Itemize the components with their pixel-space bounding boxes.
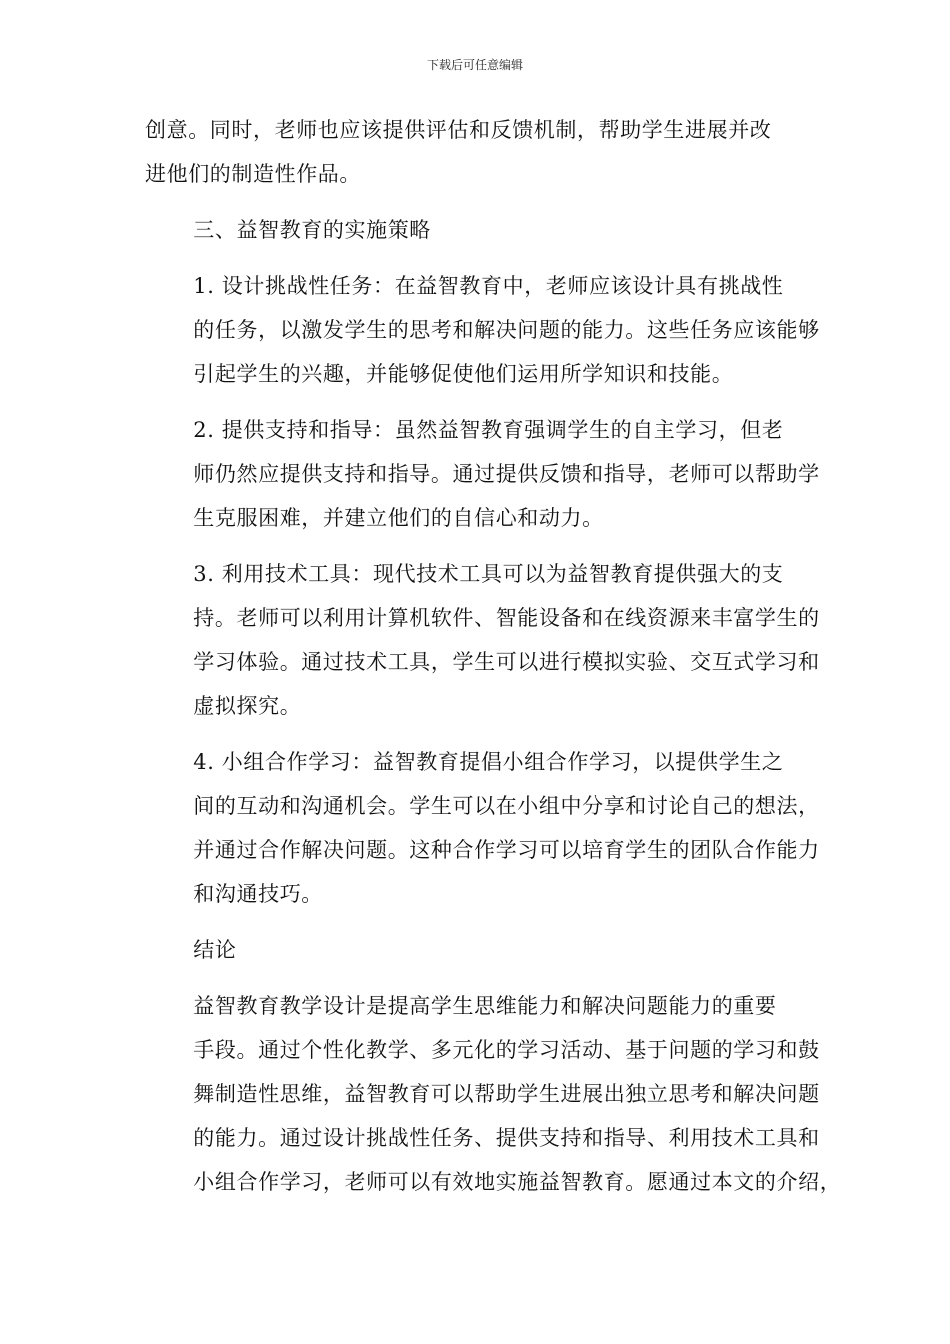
- text-line: 间的互动和沟通机会。学生可以在小组中分享和讨论自己的想法，: [193, 794, 820, 818]
- section-heading-text: 三、益智教育的实施策略: [193, 218, 431, 242]
- text-line: 4. 小组合作学习：益智教育提倡小组合作学习，以提供学生之: [193, 750, 784, 774]
- paragraph-strategy-4: [145, 740, 820, 916]
- text-line: 生克服困难，并建立他们的自信心和动力。: [193, 506, 604, 530]
- text-line: 引起学生的兴趣，并能够促使他们运用所学知识和技能。: [193, 362, 734, 386]
- text-line: 和沟通技巧。: [193, 882, 323, 906]
- paragraph-strategy-3: [145, 552, 820, 728]
- text-line: 舞制造性思维，益智教育可以帮助学生进展出独立思考和解决问题: [193, 1082, 820, 1106]
- text-line: 的能力。通过设计挑战性任务、提供支持和指导、利用技术工具和: [193, 1126, 820, 1150]
- text-line: 学习体验。通过技术工具，学生可以进行模拟实验、交互式学习和: [193, 650, 820, 674]
- conclusion-heading-text: 结论: [193, 938, 237, 962]
- paragraph-conclusion: [145, 984, 842, 1204]
- text-line: 师仍然应提供支持和指导。通过提供反馈和指导，老师可以帮助学: [193, 462, 820, 486]
- document-body: [145, 108, 842, 1216]
- text-line: 持。老师可以利用计算机软件、智能设备和在线资源来丰富学生的: [193, 606, 820, 630]
- text-line: 3. 利用技术工具：现代技术工具可以为益智教育提供强大的支: [193, 562, 784, 586]
- text-line: 创意。同时，老师也应该提供评估和反馈机制，帮助学生进展并改: [145, 118, 772, 142]
- paragraph-strategy-1: [145, 264, 820, 396]
- text-line: 的任务，以激发学生的思考和解决问题的能力。这些任务应该能够: [193, 318, 820, 342]
- text-line: 手段。通过个性化教学、多元化的学习活动、基于问题的学习和鼓: [193, 1038, 820, 1062]
- text-line: 虚拟探究。: [193, 694, 302, 718]
- section-heading: [145, 208, 805, 252]
- text-line: 益智教育教学设计是提高学生思维能力和解决问题能力的重要: [193, 994, 777, 1018]
- text-line: 进他们的制造性作品。: [145, 162, 361, 186]
- conclusion-heading: [145, 928, 805, 972]
- text-line: 1. 设计挑战性任务：在益智教育中，老师应该设计具有挑战性: [193, 274, 784, 298]
- text-line: 2. 提供支持和指导：虽然益智教育强调学生的自主学习，但老: [193, 418, 784, 442]
- page-header: 下载后可任意编辑: [426, 58, 523, 72]
- paragraph-continuation: [145, 108, 805, 196]
- text-line: 并通过合作解决问题。这种合作学习可以培育学生的团队合作能力: [193, 838, 820, 862]
- paragraph-strategy-2: [145, 408, 820, 540]
- text-line: 小组合作学习，老师可以有效地实施益智教育。愿通过本文的介绍，: [193, 1170, 842, 1194]
